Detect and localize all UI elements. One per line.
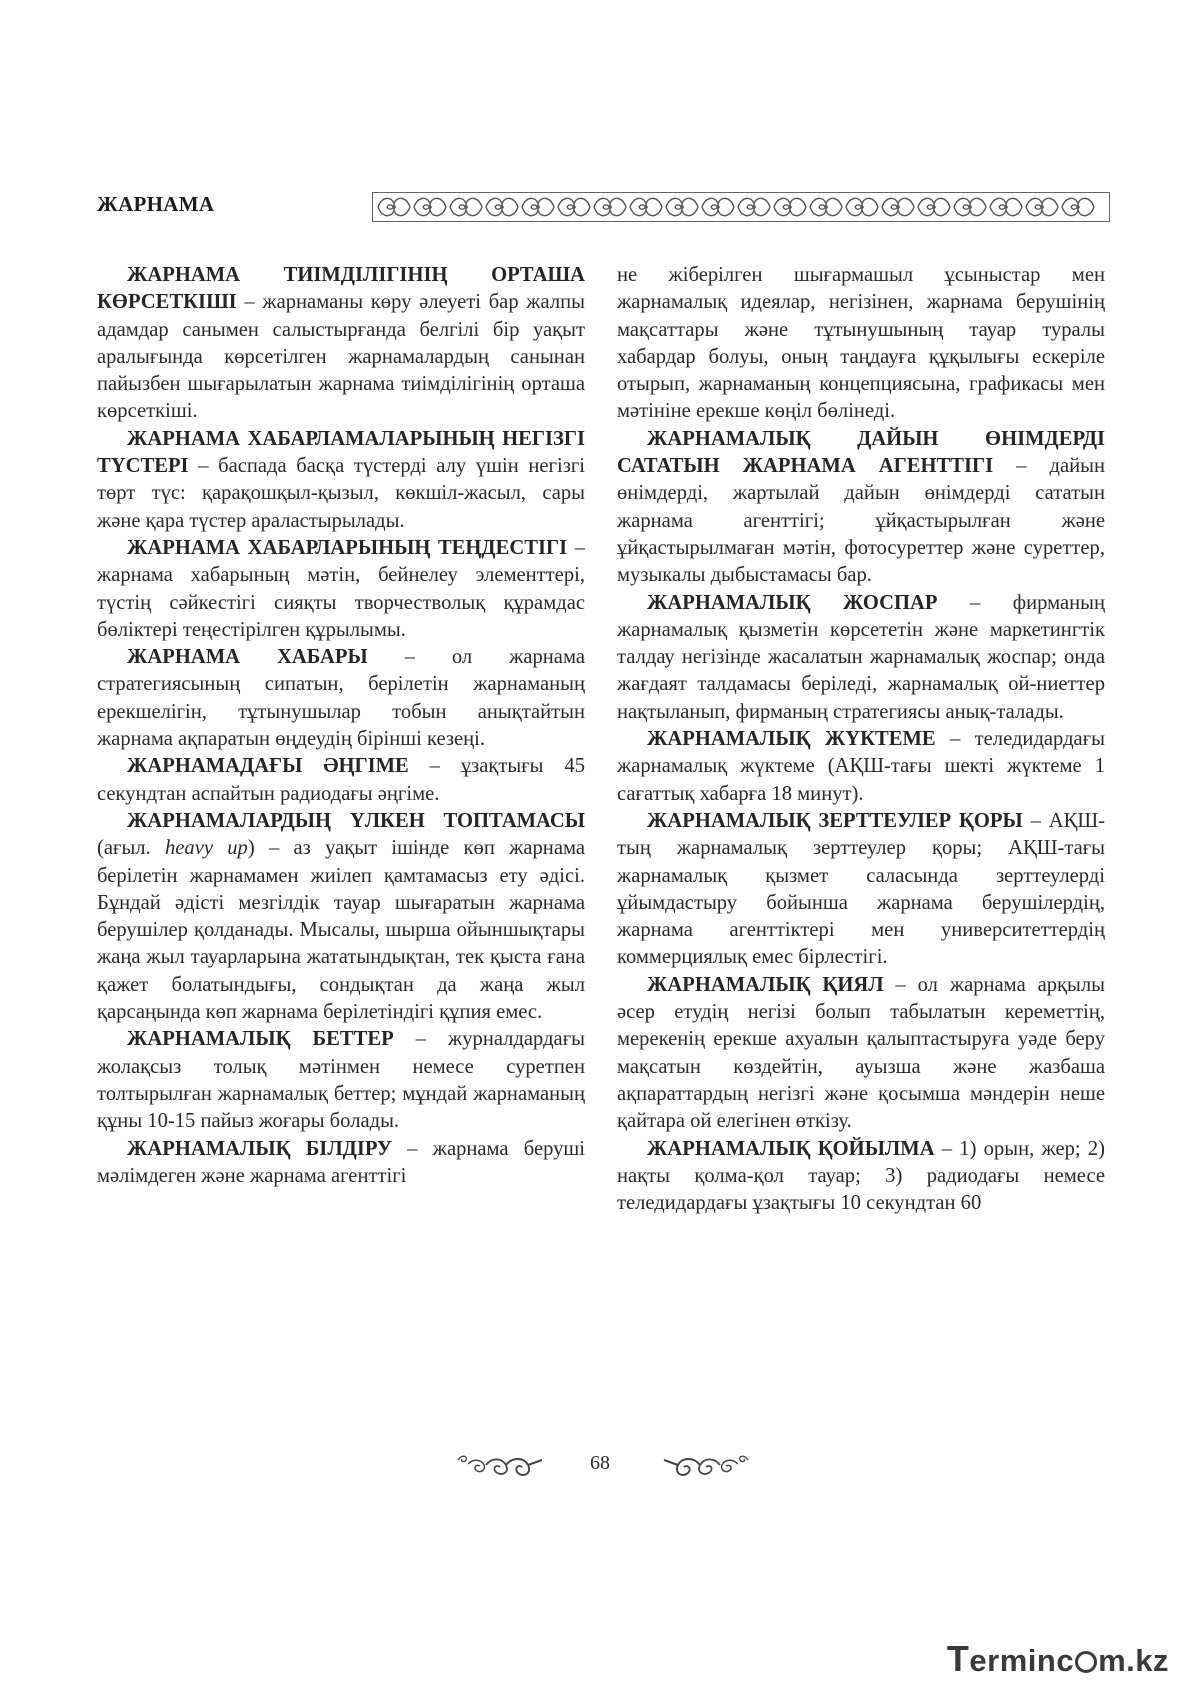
entry-definition: – теледидардағы жарнамалық жүктеме (АҚШ-тағы шекті жүктеме 1 сағаттық хабарға 18 минут). (617, 728, 1105, 805)
ornament-band-icon (372, 192, 1110, 222)
swirl-ornament-icon (662, 1452, 752, 1478)
swirl-ornament-icon (454, 1452, 544, 1478)
dictionary-entry (617, 972, 1105, 1136)
dictionary-entry (97, 426, 585, 535)
section-title: ЖАРНАМА (97, 192, 215, 216)
left-column (97, 262, 585, 1190)
dictionary-entry (97, 753, 585, 808)
entry-definition: – жарнаманы көру әлеуеті бар жалпы адамдар санымен салыстырғанда белгілі бір уақыт аралығында көрсетілген жарнамалардың санынан пайызбен шығарылатын жарнама тиімділігінің орташа көрсеткіші. (97, 291, 585, 423)
page-number: 68 (590, 1452, 610, 1474)
page-footer (0, 1450, 1191, 1480)
watermark-o-ring-icon (1075, 1651, 1097, 1673)
entry-continuation: не жіберілген шығармашыл ұсыныстар мен жарнамалық идеялар, негізінен, жарнама берушінің мақсаттары және тұтынушының тауар туралы хабардар болуы, оның таңдауға құқылығы ескеріле отырып, жарнаманың концепциясына, графикасы мен мәтініне ерекше көңіл бөлінеді. (617, 264, 1105, 423)
entry-term: ЖАРНАМАЛЫҚ ҚОЙЫЛМА (647, 1137, 935, 1160)
dictionary-entry (617, 808, 1105, 972)
entry-origin: (ағыл. (97, 837, 151, 860)
dictionary-entry (97, 262, 585, 426)
entry-definition: – жарнама хабарының мәтін, бейнелеу элементтері, түстің сәйкестігі сияқты творчестволық құрамдас бөліктері теңестірілген құрылымы. (97, 536, 585, 641)
right-column (617, 262, 1105, 1217)
entry-term: ЖАРНАМАЛЫҚ ЖҮКТЕМЕ (647, 728, 936, 751)
entry-term: ЖАРНАМАЛЫҚ ҚИЯЛ (647, 973, 884, 996)
entry-origin-english: heavy up (164, 837, 248, 860)
entry-definition: – ол жарнама стратегиясының сипатын, берілетін жарнаманың ерекшелігін, тұтынушылар тобын анықтайтын жарнама ақпаратын өңдеудің бірінші кезеңі. (97, 646, 585, 751)
dictionary-entry (617, 590, 1105, 726)
entry-term: ЖАРНАМАЛЫҚ БІЛДІРУ (127, 1137, 393, 1160)
entry-term: ЖАРНАМАЛЫҚ БЕТТЕР (127, 1028, 394, 1051)
dictionary-entry (617, 726, 1105, 808)
entry-definition: – фирманың жарнамалық қызметін көрсететін және маркетингтік талдау негізінде жасалатын жарнамалық жоспар; онда жағдаят талдамасы беріледі, жарнамалық ой-ниеттер нақтыланып, фирманың стратегиясы анық-талады. (617, 591, 1105, 723)
entry-definition: – баспада басқа түстерді алу үшін негізгі төрт түс: қарақошқыл-қызыл, көкшіл-жасыл, сары және қара түстер араластырылады. (97, 455, 585, 532)
entry-term: ЖАРНАМАЛАРДЫҢ ҮЛКЕН ТОПТАМАСЫ (127, 809, 585, 832)
entry-definition: – жарнама беруші мәлімдеген және жарнама агенттігі (97, 1137, 586, 1187)
dictionary-entry (97, 1136, 585, 1191)
entry-definition: ) – аз уақыт ішінде көп жарнама берілетін жарнамамен жиілеп қамтамасыз ету әдісі. Бұндай әдісті мезгілдік тауар шығаратын жарнама берушілер қолданады. Мысалы, шырша ойыншықтары жаңа жыл тауарларына жататындықтан, тек қыста ғана қажет болатындығы, сондықтан да жаңа жыл қарсаңында көп жарнама берілетіндігі құпия емес. (97, 837, 585, 1024)
entry-term: ЖАРНАМАДАҒЫ ӘҢГІМЕ (127, 755, 409, 778)
entry-definition: – ол жарнама арқылы әсер етудің негізі болып табылатын кереметтің, мерекенің ерекше ахуалын қалыптастыруға уәде беру мақсатын көздейтін, ауызша және жазбаша ақпараттардың негізгі және қосымша мәндерін неше қайтара ой елегінен өткізу. (617, 973, 1105, 1133)
entry-definition: – журналдардағы жолақсыз толық мәтінмен немесе суретпен толтырылған жарнамалық беттер; мұндай жарнаманың құны 10-15 пайыз жоғары болады. (97, 1028, 585, 1133)
entry-definition: – ұзақтығы 45 секундтан аспайтын радиодағы әңгіме. (97, 755, 585, 805)
dictionary-entry (97, 1026, 585, 1135)
entry-term: ЖАРНАМА ХАБАРЫ (127, 646, 368, 669)
entry-term: ЖАРНАМА ХАБАРЛАМАЛАРЫНЫҢ НЕГІЗГІ ТҮСТЕРІ (97, 427, 585, 478)
entry-term: ЖАРНАМАЛЫҚ ДАЙЫН ӨНІМДЕРДІ САТАТЫН ЖАРНАМА АГЕНТТІГІ (617, 427, 1105, 478)
entry-definition: – АҚШ-тың жарнамалық зерттеулер қоры; АҚШ-тағы жарнамалық қызмет саласында зерттеулерді ұйымдастыру бойынша жарнама берушілердің, жарнама агенттіктері мен университеттердің коммерциялық емес бірлестігі. (617, 809, 1106, 969)
dictionary-entry (617, 1136, 1105, 1218)
entry-term: ЖАРНАМАЛЫҚ ЖОСПАР (647, 591, 938, 614)
entry-term: ЖАРНАМАЛЫҚ ЗЕРТТЕУЛЕР ҚОРЫ (647, 809, 1023, 832)
dictionary-entry (617, 426, 1105, 590)
dictionary-entry (97, 535, 585, 644)
termincom-watermark: Terminc m.kz (946, 1638, 1169, 1679)
entry-definition: – 1) орын, жер; 2) нақты қолма-қол тауар; 3) радиодағы немесе теледидардағы ұзақтығы 10 секундтан 60 (617, 1137, 1105, 1215)
entry-definition: – дайын өнімдерді, жартылай дайын өнімдерді сататын жарнама агенттігі; ұйқастырылған және ұйқастырылмаған мәтін, фотосуреттер және суреттер, музыкалы дыбыстамасы бар. (617, 455, 1105, 587)
entry-term: ЖАРНАМА ТИІМДІЛІГІНІҢ ОРТАША КӨРСЕТКІШІ (97, 264, 585, 314)
dictionary-entry (97, 644, 585, 753)
entry-term: ЖАРНАМА ХАБАРЛАРЫНЫҢ ТЕҢДЕСТІГІ (127, 536, 568, 559)
dictionary-entry (97, 808, 585, 1026)
